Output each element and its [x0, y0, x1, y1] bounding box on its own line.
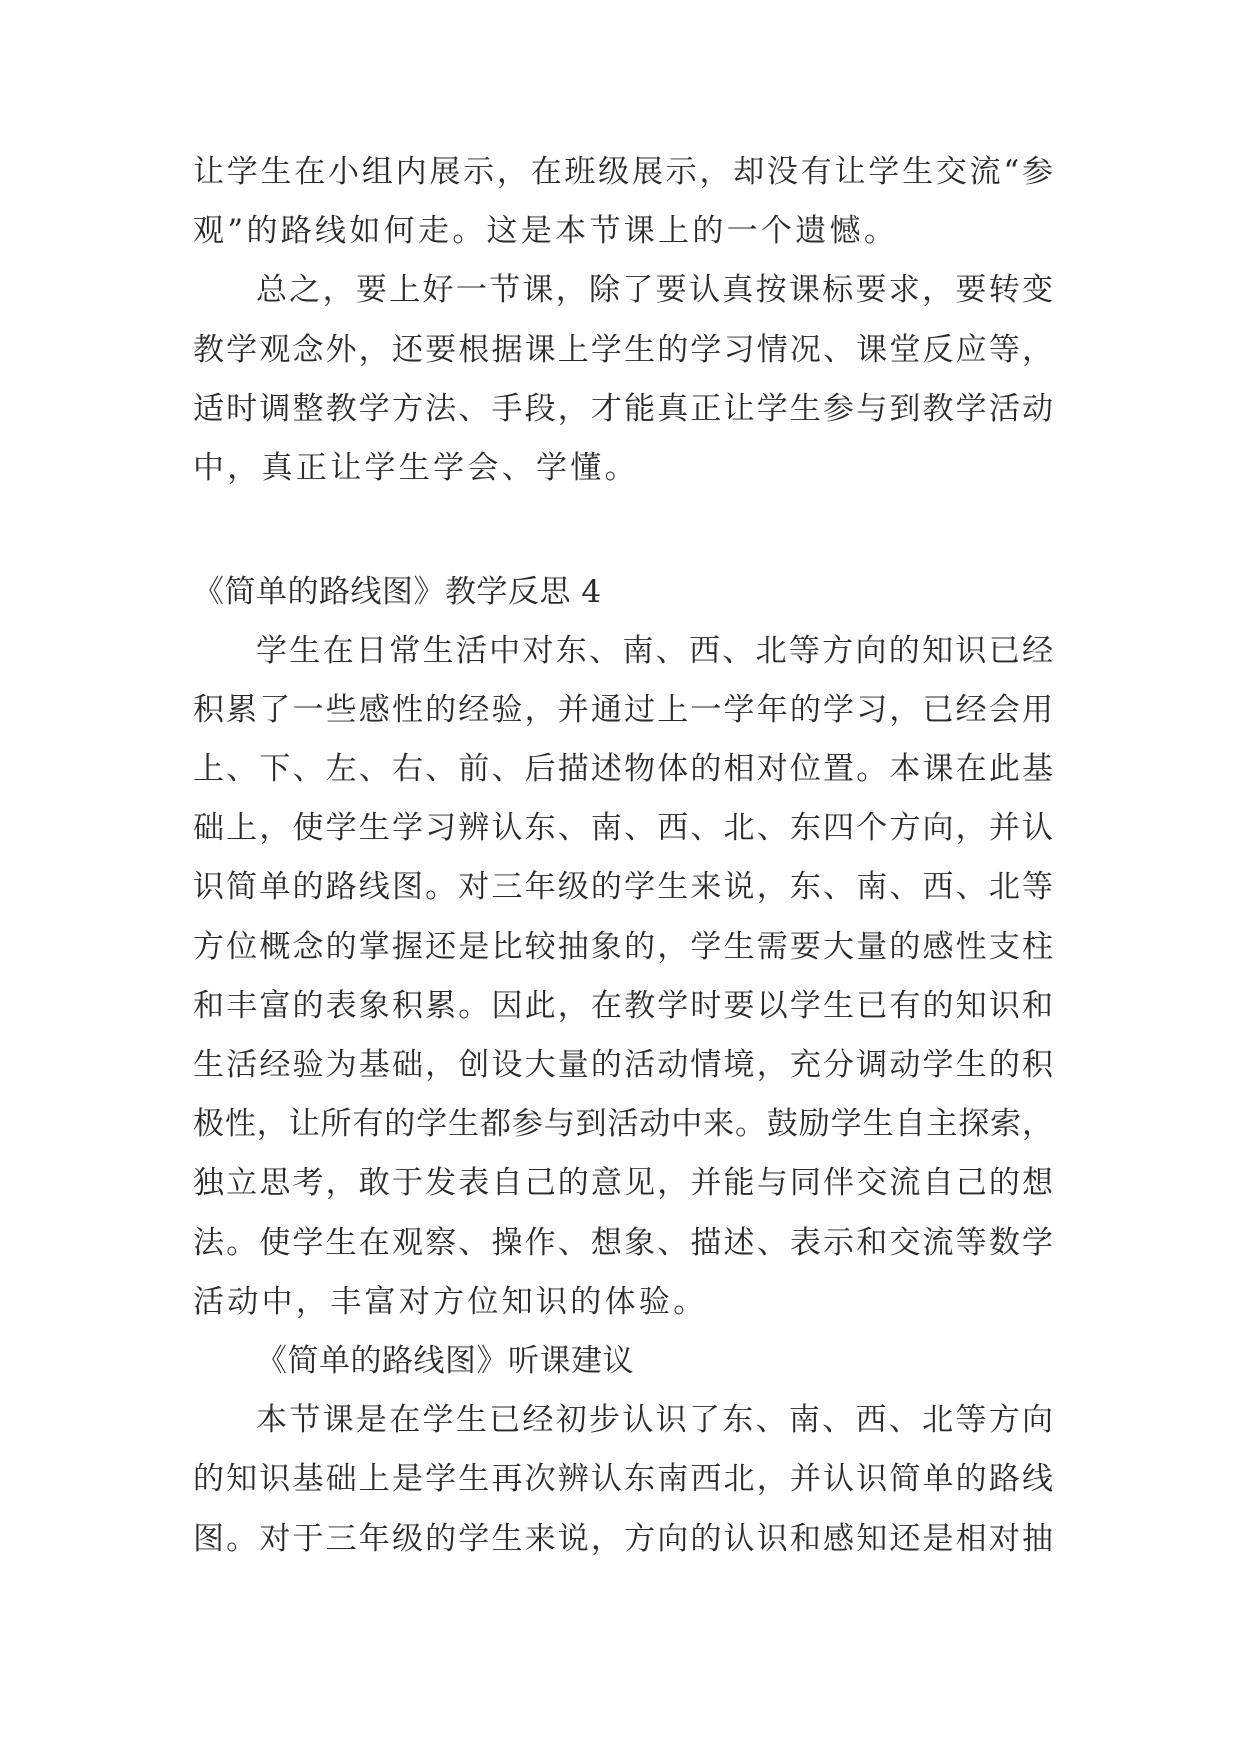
- text-line: 独立思考，敢于发表自己的意见，并能与同伴交流自己的想: [193, 1165, 1053, 1201]
- text-line: 教学观念外，还要根据课上学生的学习情况、课堂反应等，: [193, 332, 1053, 368]
- text-line: 生活经验为基础，创设大量的活动情境，充分调动学生的积: [193, 1047, 1053, 1083]
- text-line: 极性，让所有的学生都参与到活动中来。鼓励学生自主探索，: [193, 1106, 1053, 1142]
- text-line: 活动中，丰富对方位知识的体验。: [193, 1284, 708, 1320]
- text-line: 积累了一些感性的经验，并通过上一学年的学习，已经会用: [193, 692, 1053, 728]
- text-line: 础上，使学生学习辨认东、南、西、北、东四个方向，并认: [193, 810, 1053, 846]
- section-heading: 《简单的路线图》教学反思 4: [193, 574, 602, 610]
- text-line: 和丰富的表象积累。因此，在教学时要以学生已有的知识和: [193, 988, 1053, 1024]
- text-line: 的知识基础上是学生再次辨认东南西北，并认识简单的路线: [193, 1461, 1053, 1497]
- text-line: 中，真正让学生学会、学懂。: [193, 450, 639, 486]
- text-line: 识简单的路线图。对三年级的学生来说，东、南、西、北等: [193, 869, 1053, 905]
- text-line: 法。使学生在观察、操作、想象、描述、表示和交流等数学: [193, 1225, 1053, 1261]
- text-line: 图。对于三年级的学生来说，方向的认识和感知还是相对抽: [193, 1521, 1053, 1557]
- text-line: 适时调整教学方法、手段，才能真正让学生参与到教学活动: [193, 391, 1053, 427]
- text-line: 本节课是在学生已经初步认识了东、南、西、北等方向: [256, 1402, 1053, 1438]
- text-line: 让学生在小组内展示，在班级展示，却没有让学生交流“参: [193, 154, 1053, 190]
- text-line: 上、下、左、右、前、后描述物体的相对位置。本课在此基: [193, 751, 1053, 787]
- text-line: 方位概念的掌握还是比较抽象的，学生需要大量的感性支柱: [193, 929, 1053, 965]
- section-heading: 《简单的路线图》听课建议: [256, 1343, 634, 1379]
- text-line: 观”的路线如何走。这是本节课上的一个遗憾。: [193, 213, 899, 249]
- text-line: 总之，要上好一节课，除了要认真按课标要求，要转变: [256, 272, 1053, 308]
- text-line: 学生在日常生活中对东、南、西、北等方向的知识已经: [256, 633, 1053, 669]
